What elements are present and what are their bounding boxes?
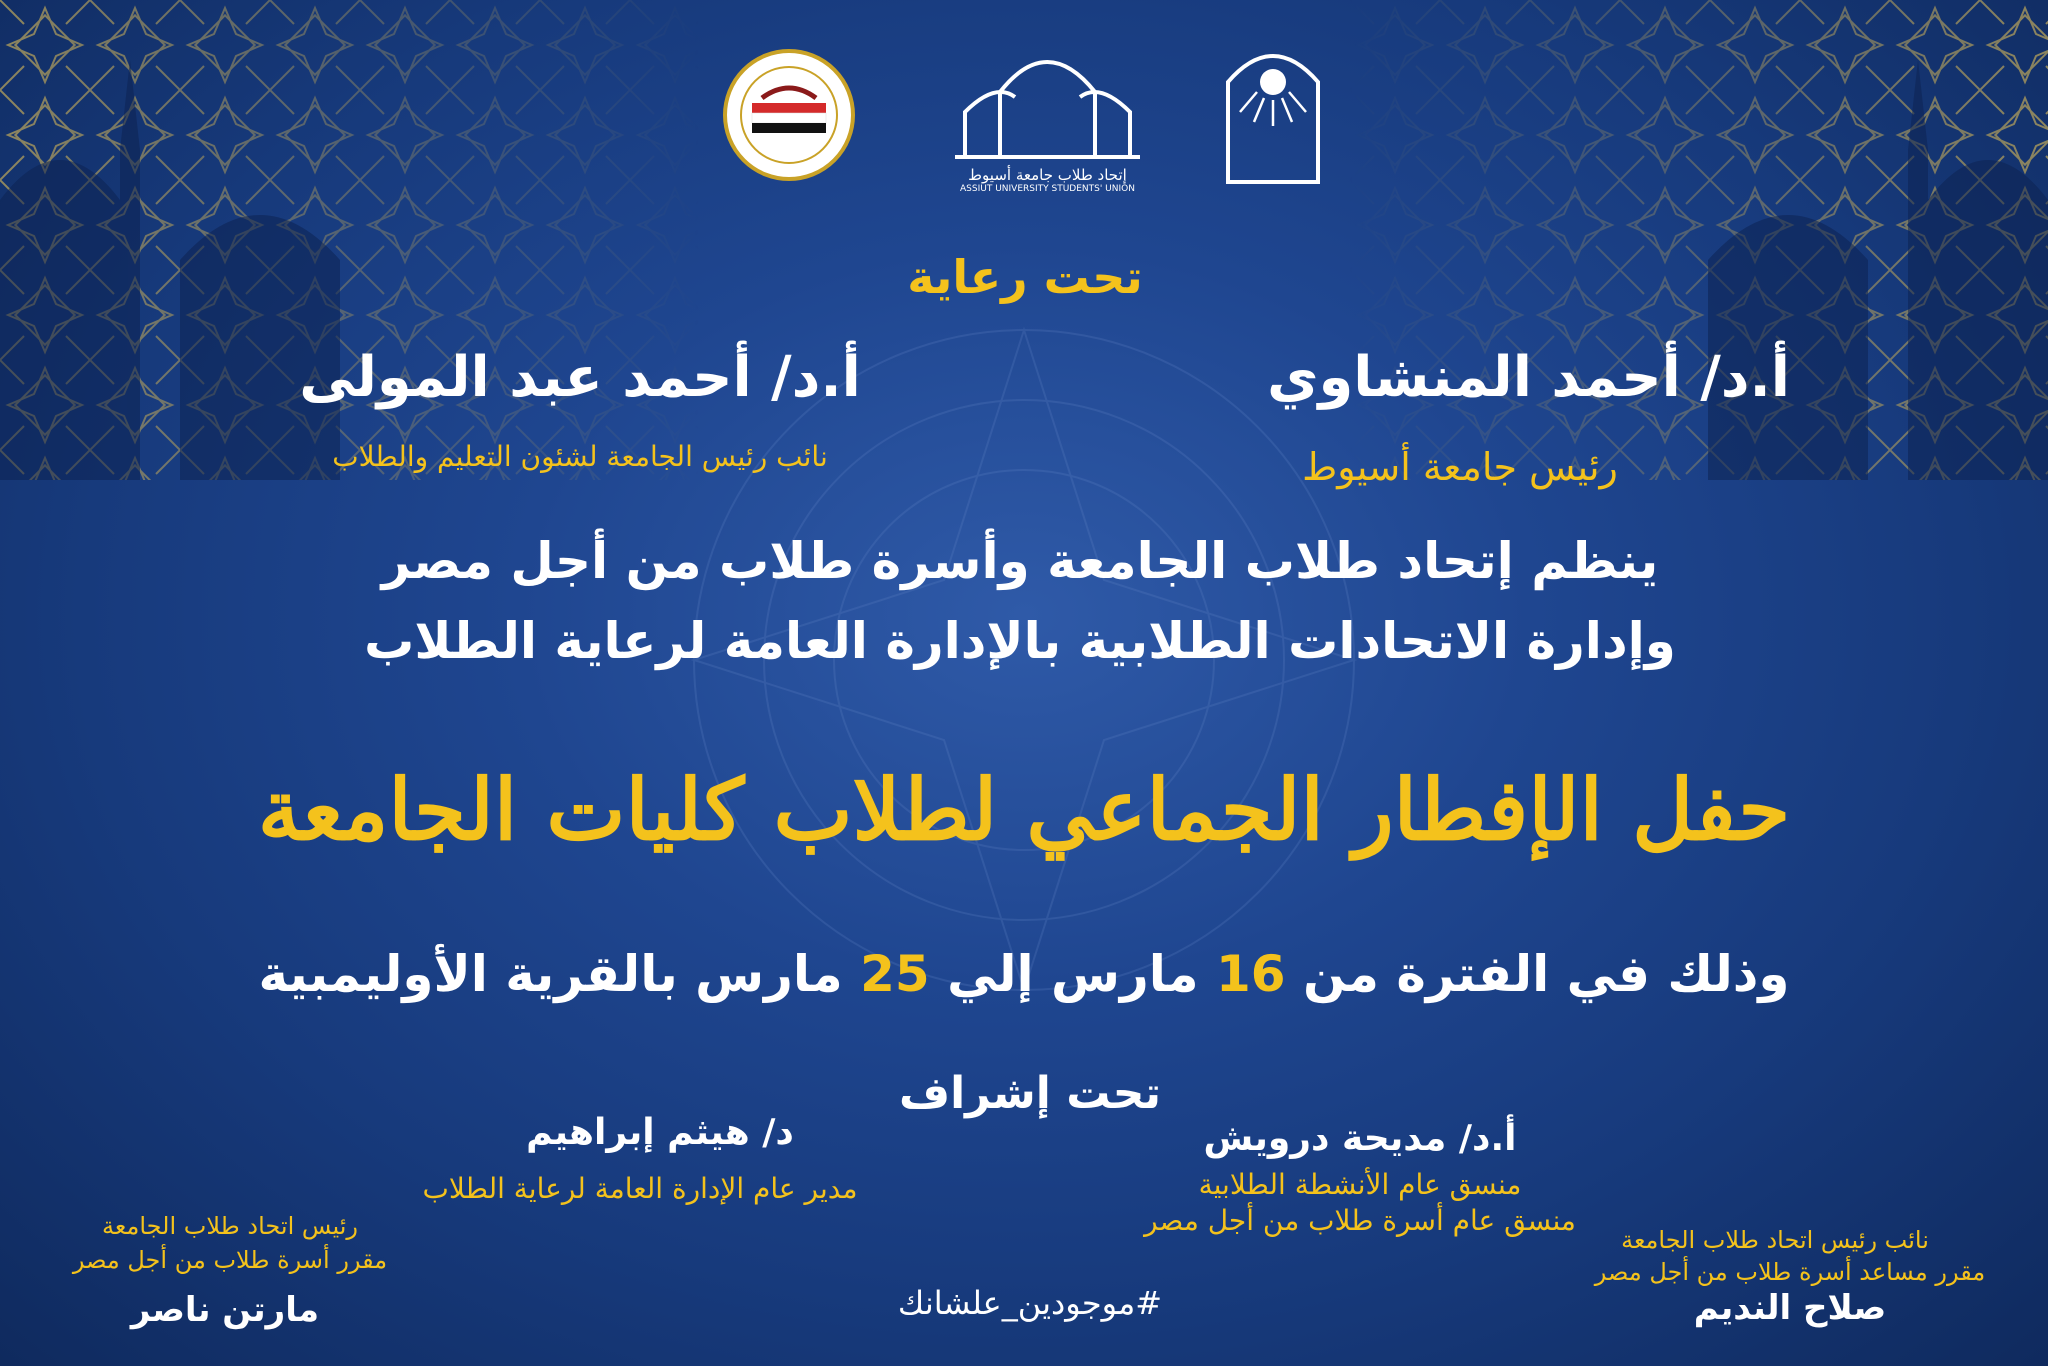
supervisor-left-name: د/ هيثم إبراهيم: [526, 1112, 794, 1153]
date-suffix: مارس بالقرية الأوليمبية: [258, 945, 843, 1003]
assiut-university-logo: [1222, 34, 1324, 186]
footer-right-title-1: نائب رئيس اتحاد طلاب الجامعة: [1621, 1226, 1929, 1254]
footer-left-name: مارتن ناصر: [130, 1290, 320, 1330]
date-to-number: 25: [860, 945, 930, 1003]
footer-left-title-1: رئيس اتحاد طلاب الجامعة: [102, 1212, 358, 1240]
patron-left-name: أ.د/ أحمد عبد المولى: [299, 345, 861, 410]
organizer-line-1: ينظم إتحاد طلاب الجامعة وأسرة طلاب من أجل مصر: [381, 532, 1659, 590]
supervisor-left-title: مدير عام الإدارة العامة لرعاية الطلاب: [422, 1172, 858, 1205]
supervisor-right-name: أ.د/ مديحة درويش: [1203, 1118, 1517, 1159]
under-supervision-heading: تحت إشراف: [898, 1068, 1162, 1119]
date-month-1: مارس إلي: [947, 945, 1199, 1003]
union-name-english: ASSIUT UNIVERSITY STUDENTS' UNION: [960, 184, 1135, 194]
students-for-egypt-logo: [722, 48, 856, 182]
students-union-logo: [945, 42, 1150, 202]
supervisor-right-title-1: منسق عام الأنشطة الطلابية: [1198, 1168, 1522, 1201]
hashtag: #موجودين_علشانك: [897, 1284, 1163, 1322]
date-prefix: وذلك في الفترة من: [1302, 945, 1790, 1003]
organizer-line-2: وإدارة الاتحادات الطلابية بالإدارة العامة لرعاية الطلاب: [364, 612, 1676, 670]
patron-left-title: نائب رئيس الجامعة لشئون التعليم والطلاب: [332, 440, 828, 473]
patron-right-name: أ.د/ أحمد المنشاوي: [1267, 345, 1790, 410]
under-patronage-heading: تحت رعاية: [907, 250, 1143, 304]
patron-right-title: رئيس جامعة أسيوط: [1302, 445, 1618, 489]
union-name-arabic: إتحاد طلاب جامعة أسيوط: [968, 166, 1127, 184]
date-from-number: 16: [1215, 945, 1286, 1003]
footer-left-title-2: مقرر أسرة طلاب من أجل مصر: [72, 1246, 388, 1274]
supervisor-right-title-2: منسق عام أسرة طلاب من أجل مصر: [1144, 1204, 1576, 1237]
footer-right-name: صلاح النديم: [1693, 1288, 1887, 1328]
footer-right-title-2: مقرر مساعد أسرة طلاب من أجل مصر: [1594, 1258, 1986, 1286]
event-title: حفل الإفطار الجماعي لطلاب كليات الجامعة: [257, 760, 1791, 859]
date-line: [80, 945, 1968, 1003]
